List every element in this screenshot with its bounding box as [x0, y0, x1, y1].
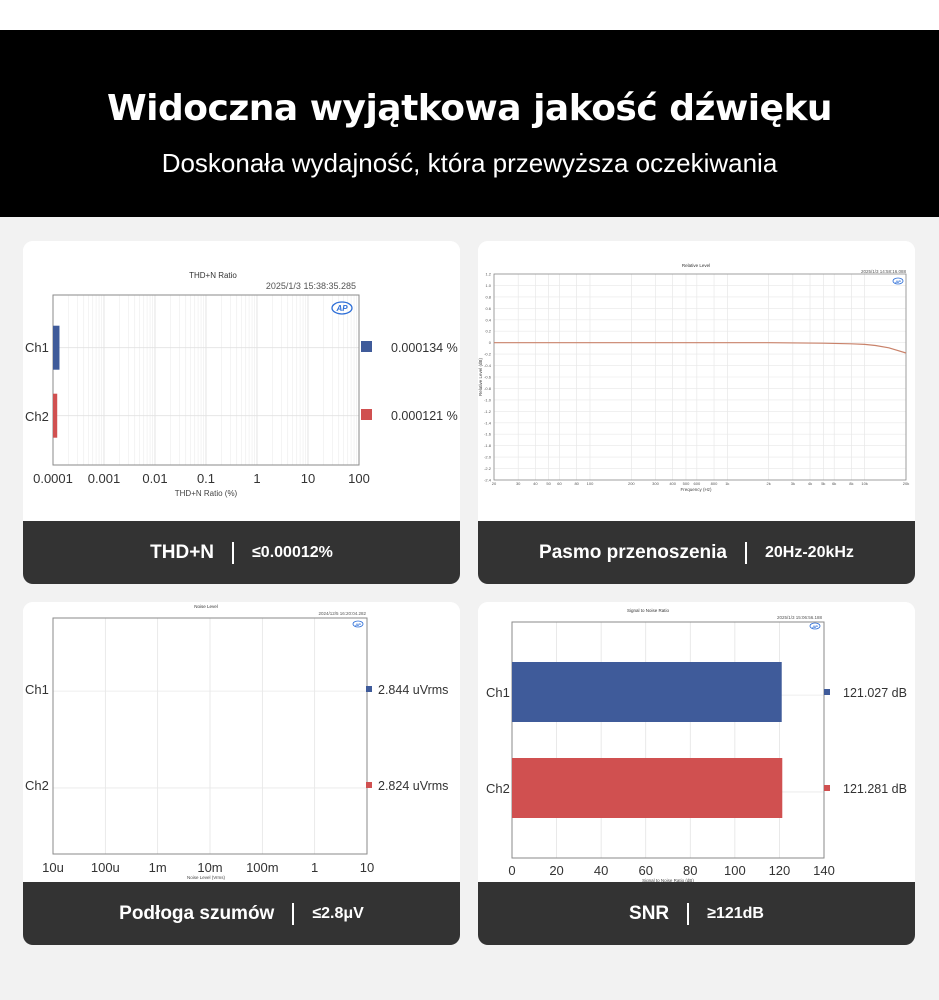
- y-tick-label: 0: [488, 340, 491, 346]
- ap-logo-icon: [353, 621, 363, 627]
- x-tick-label: 1: [311, 860, 319, 875]
- x-tick-label: 3k: [790, 481, 795, 486]
- chart-title: Relative Level: [681, 263, 711, 268]
- noise-footer: [23, 882, 460, 945]
- x-tick-label: 0.1: [196, 471, 216, 486]
- x-tick-label: 120: [768, 863, 791, 878]
- footer-divider: [292, 903, 294, 925]
- metric-name: SNR: [629, 902, 670, 924]
- category-label-ch2: Ch2: [486, 781, 510, 796]
- x-tick-label: 100: [586, 481, 594, 486]
- x-tick-label: 100u: [90, 860, 120, 875]
- metric-value: 20Hz-20kHz: [765, 543, 854, 561]
- legend-swatch-ch2: [361, 409, 372, 420]
- chart-timestamp: 2025/1/3 15:06:56.188: [776, 615, 822, 620]
- y-tick-label: -2.0: [484, 454, 491, 460]
- y-tick-label: -0.6: [484, 374, 491, 380]
- x-tick-label: 60: [557, 481, 562, 486]
- page-title: Widoczna wyjątkowa jakość dźwięku: [106, 88, 833, 129]
- y-tick-label: -1.4: [484, 420, 491, 426]
- x-tick-label: 5k: [821, 481, 826, 486]
- x-tick-label: 40: [593, 863, 609, 878]
- x-tick-label: 20: [549, 863, 564, 878]
- chart-title: Noise Level: [194, 604, 218, 609]
- value-label-ch2: 2.824 uVrms: [378, 779, 449, 793]
- series-line: [494, 343, 906, 353]
- svg-text:AP: AP: [336, 304, 348, 313]
- y-tick-label: 0.6: [485, 305, 491, 311]
- x-tick-label: 0.0001: [33, 471, 73, 486]
- svg-text:AP: AP: [895, 279, 901, 284]
- x-tick-label: 400: [669, 481, 677, 486]
- snr-card: [478, 602, 915, 945]
- chart-title: Signal to Noise Ratio: [626, 608, 670, 613]
- snr-chart-area: [478, 602, 915, 882]
- x-tick-label: 1m: [148, 860, 167, 875]
- page-subtitle: Doskonała wydajność, która przewyższa oczekiwania: [161, 148, 778, 178]
- x-tick-label: 1: [253, 471, 261, 486]
- bar-ch2: [53, 394, 57, 438]
- metric-value: ≤0.00012%: [252, 543, 333, 561]
- bar-ch2: [512, 758, 782, 818]
- x-tick-label: 50: [546, 481, 551, 486]
- chart-timestamp: 2024/12/5 16:20:04.282: [318, 611, 366, 616]
- y-tick-label: -2.4: [484, 477, 491, 483]
- y-tick-label: -0.4: [484, 363, 491, 369]
- legend-swatch-ch2: [366, 782, 372, 788]
- y-tick-label: -0.8: [484, 385, 491, 391]
- legend-swatch-ch2: [824, 785, 830, 791]
- frequency-chart-area: [478, 241, 915, 521]
- thdn-footer: [23, 521, 460, 584]
- chart-grid: [512, 622, 824, 858]
- metric-value: ≤2.8μV: [312, 904, 364, 922]
- x-tick-label: 140: [813, 863, 835, 878]
- x-tick-label: 0.01: [142, 471, 168, 486]
- frequency-response-card: [478, 241, 915, 584]
- svg-text:AP: AP: [812, 624, 818, 629]
- category-label-ch2: Ch2: [25, 409, 49, 424]
- x-tick-label: 600: [693, 481, 701, 486]
- plot-frame: [512, 622, 824, 858]
- x-tick-label: 4k: [807, 481, 813, 486]
- bar-ch1: [53, 326, 59, 370]
- category-label-ch1: Ch1: [25, 340, 49, 355]
- category-label-ch1: Ch1: [25, 682, 49, 697]
- footer-divider: [745, 542, 747, 564]
- x-tick-label: 20: [491, 481, 497, 486]
- value-label-ch2: 121.281 dB: [843, 782, 907, 796]
- y-axis-label: Relative Level (dB): [478, 357, 483, 397]
- y-tick-label: 0.8: [485, 294, 491, 300]
- x-axis-label: Signal to Noise Ratio (dB): [642, 878, 694, 882]
- x-tick-label: 60: [638, 863, 653, 878]
- y-tick-label: -1.6: [484, 431, 491, 437]
- x-axis-label: Frequency (Hz): [680, 487, 712, 492]
- x-tick-label: 6k: [832, 481, 837, 486]
- x-tick-label: 80: [683, 863, 698, 878]
- value-label-ch1: 2.844 uVrms: [378, 683, 449, 697]
- y-tick-label: -1.2: [484, 408, 491, 414]
- y-tick-label: -2.2: [484, 466, 491, 472]
- value-label-ch1: 0.000134 %: [391, 341, 458, 355]
- x-tick-label: 100: [724, 863, 746, 878]
- metric-name: THD+N: [150, 541, 215, 563]
- x-tick-label: 80: [574, 481, 579, 486]
- x-tick-label: 10: [359, 860, 375, 875]
- top-strip: [0, 0, 939, 30]
- x-axis-label: Noise Level (Vrms): [186, 875, 226, 880]
- y-tick-label: 1.0: [485, 282, 491, 288]
- x-tick-label: 40: [533, 481, 538, 486]
- ap-logo-icon: [332, 302, 352, 314]
- y-tick-label: 0.2: [485, 328, 491, 334]
- y-tick-label: -1.0: [484, 397, 491, 403]
- x-tick-label: 500: [682, 481, 690, 486]
- thdn-chart: [23, 241, 460, 521]
- y-tick-label: -0.2: [484, 351, 491, 357]
- chart-grid: [53, 618, 367, 854]
- metric-name: Podłoga szumów: [119, 902, 275, 924]
- frequency-footer: [478, 521, 915, 584]
- x-tick-label: 8k: [849, 481, 854, 486]
- thdn-card: [23, 241, 460, 584]
- legend-swatch-ch1: [824, 689, 830, 695]
- bar-ch1: [512, 662, 782, 722]
- noise-chart-area: [23, 602, 460, 882]
- chart-timestamp: 2025/1/3 15:38:35.285: [265, 281, 356, 291]
- ap-logo-icon: [893, 278, 903, 284]
- category-label-ch1: Ch1: [486, 685, 510, 700]
- chart-grid: [494, 274, 906, 480]
- x-tick-label: 10: [300, 471, 316, 486]
- x-tick-label: 0: [508, 863, 516, 878]
- x-tick-label: 200: [627, 481, 635, 486]
- header-banner: [0, 30, 939, 217]
- x-tick-label: 800: [710, 481, 718, 486]
- value-label-ch1: 121.027 dB: [843, 686, 907, 700]
- ap-logo-icon: [810, 623, 820, 629]
- x-tick-label: 20k: [902, 481, 910, 486]
- y-tick-label: 0.4: [485, 317, 491, 323]
- frequency-chart: [478, 241, 915, 521]
- svg-text:AP: AP: [355, 622, 361, 627]
- metric-value: ≥121dB: [707, 904, 764, 922]
- footer-divider: [232, 542, 234, 564]
- chart-timestamp: 2025/1/3 14:58:16.088: [860, 269, 906, 274]
- snr-footer: [478, 882, 915, 945]
- chart-grid: [53, 295, 359, 465]
- metric-name: Pasmo przenoszenia: [539, 541, 727, 563]
- footer-divider: [687, 903, 689, 925]
- x-tick-label: 2k: [766, 481, 771, 486]
- x-tick-label: 10m: [197, 860, 223, 875]
- legend-swatch-ch1: [361, 341, 372, 352]
- x-tick-label: 1k: [725, 481, 730, 486]
- x-tick-label: 0.001: [87, 471, 121, 486]
- x-tick-label: 30: [515, 481, 521, 486]
- chart-title: THD+N Ratio: [189, 271, 237, 280]
- y-tick-label: -1.8: [484, 443, 491, 449]
- x-axis-label: THD+N Ratio (%): [174, 489, 238, 498]
- y-tick-label: 1.2: [485, 271, 491, 277]
- thdn-chart-area: [23, 241, 460, 521]
- x-tick-label: 10k: [861, 481, 868, 486]
- x-tick-label: 100m: [246, 860, 279, 875]
- noise-chart: [23, 602, 460, 882]
- x-tick-label: 300: [652, 481, 659, 486]
- x-tick-label: 10u: [42, 860, 64, 875]
- legend-swatch-ch1: [366, 686, 372, 692]
- category-label-ch2: Ch2: [25, 778, 49, 793]
- x-tick-label: 100: [348, 471, 370, 486]
- noise-floor-card: [23, 602, 460, 945]
- value-label-ch2: 0.000121 %: [391, 409, 458, 423]
- snr-chart: [478, 602, 915, 882]
